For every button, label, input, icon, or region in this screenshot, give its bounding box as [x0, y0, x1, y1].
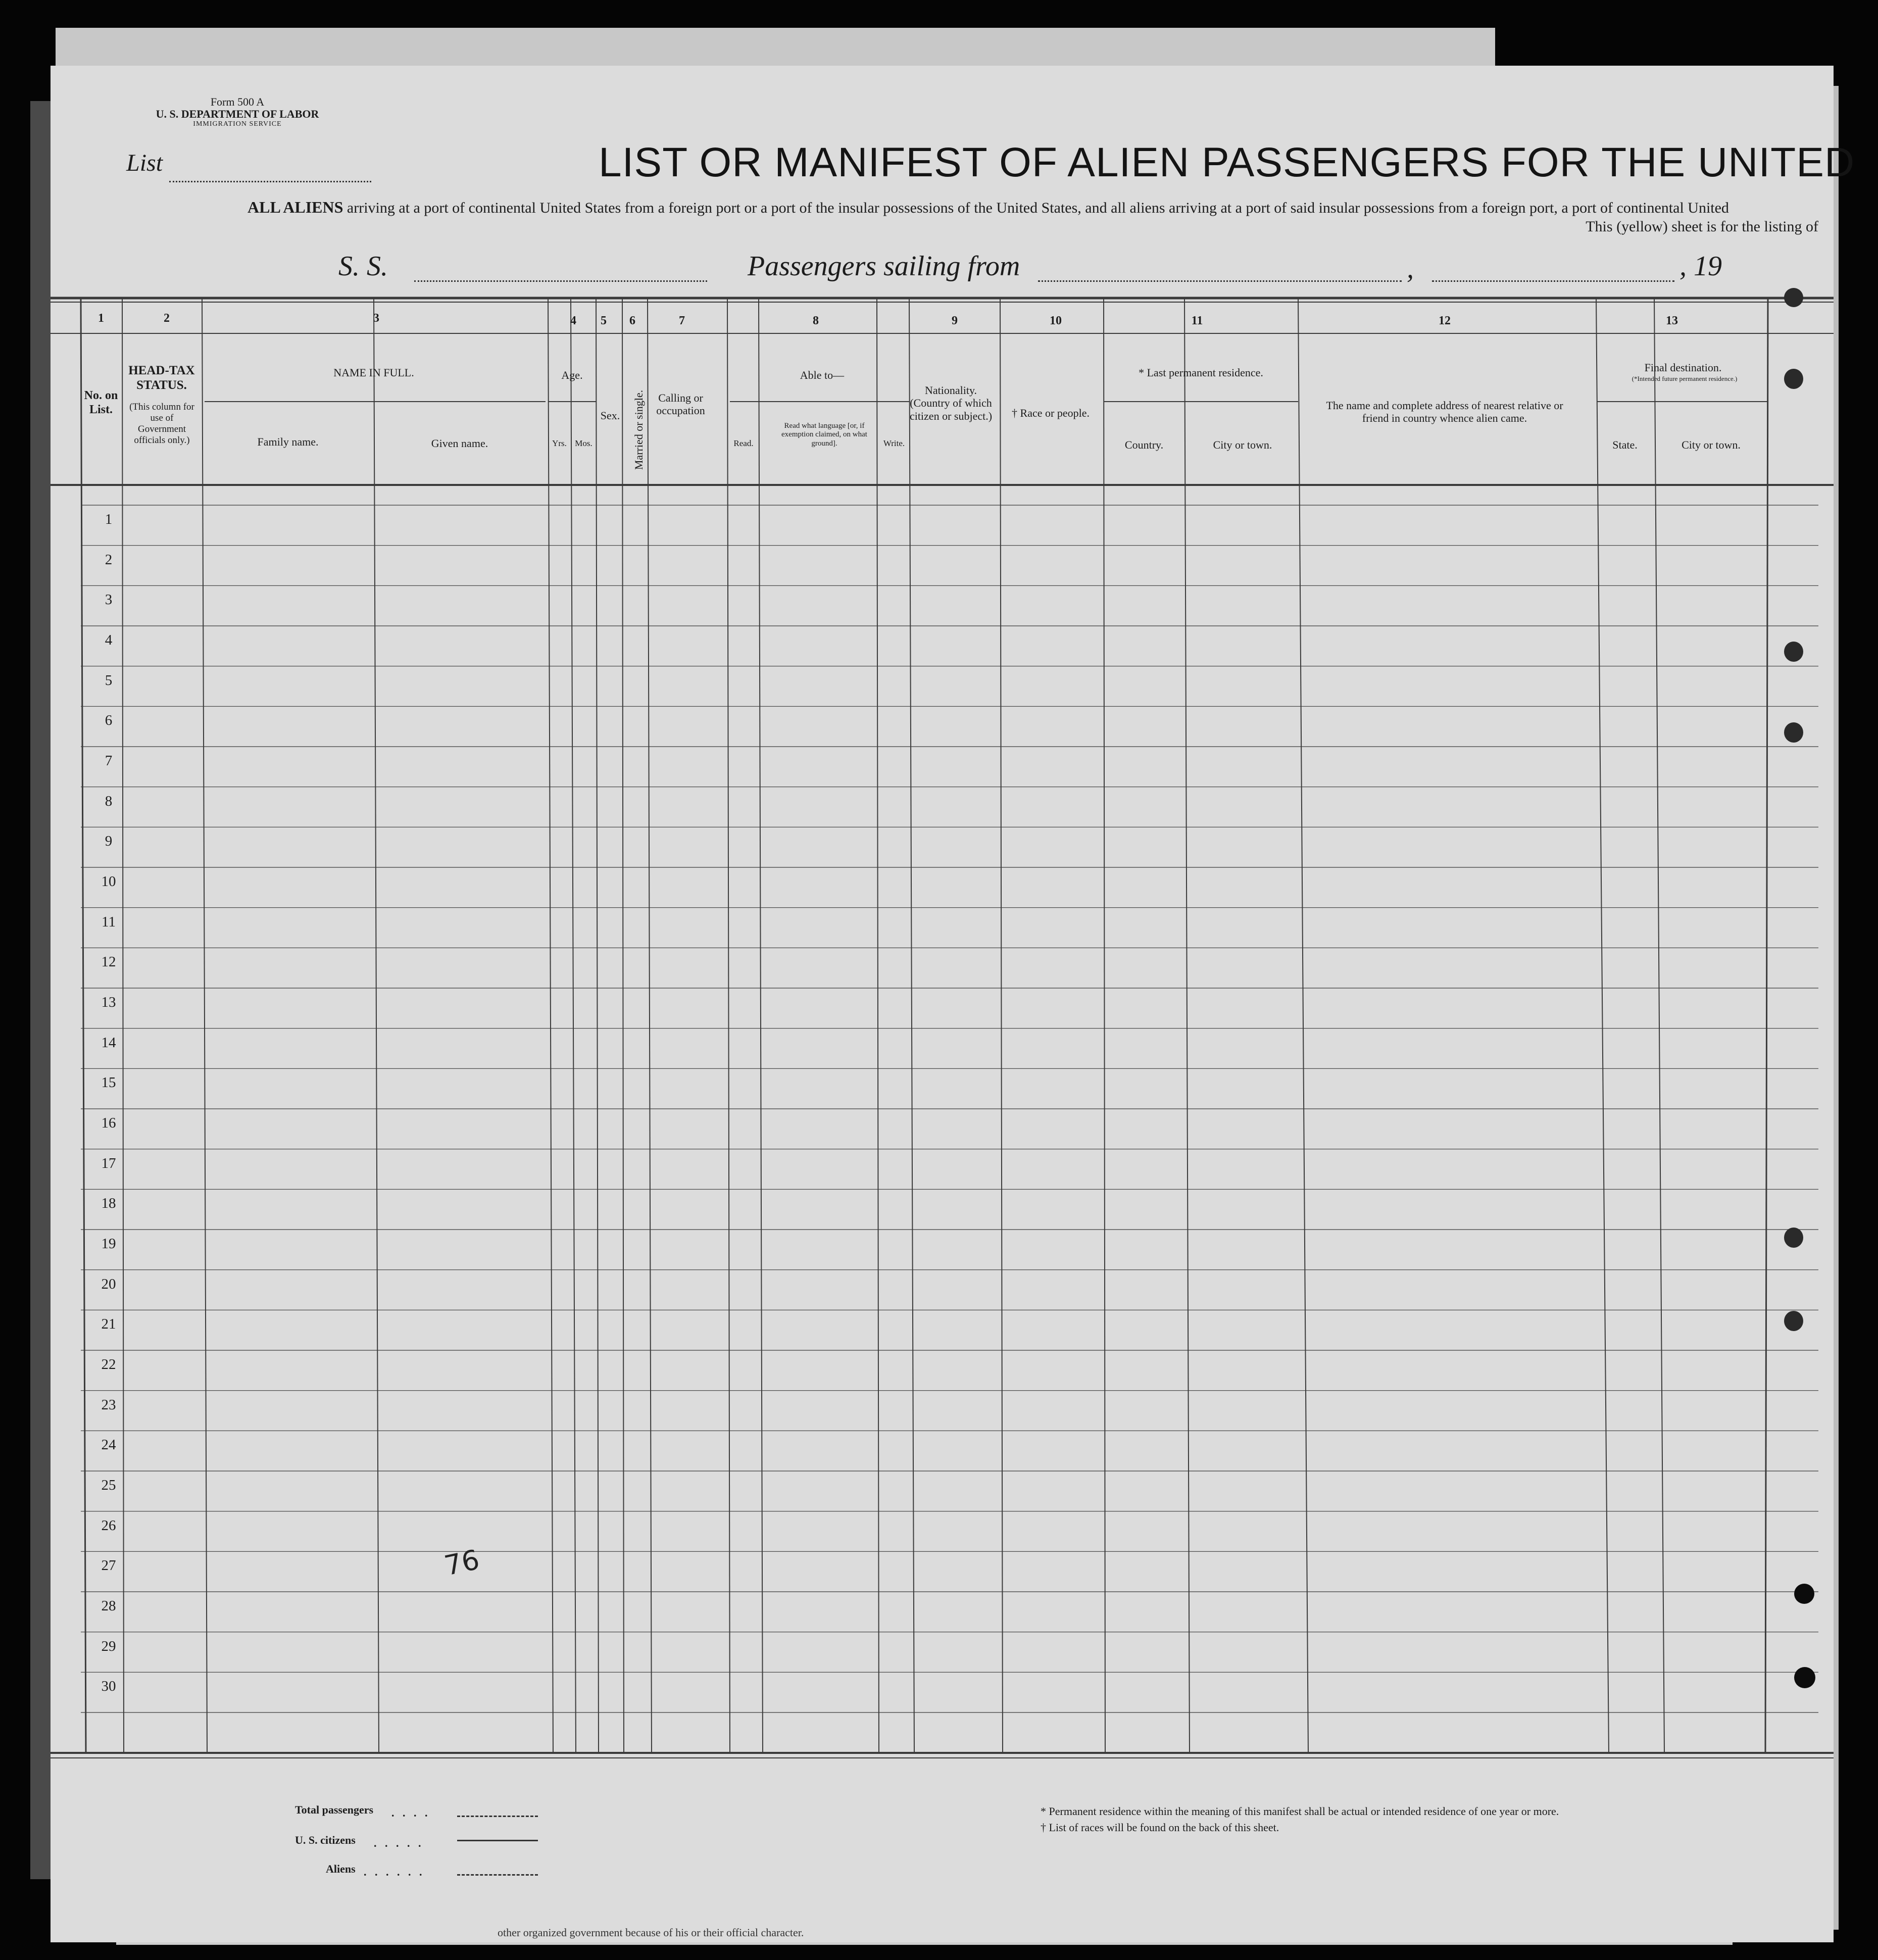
col-number-8: 8: [813, 314, 819, 327]
row-number: 30: [101, 1678, 116, 1695]
grid-column-rule: [727, 298, 730, 1753]
header-name-in-full: NAME IN FULL.: [333, 366, 414, 379]
punch-hole-8: [1794, 1667, 1815, 1688]
row-number: 20: [101, 1276, 116, 1292]
header-last-residence: * Last permanent residence.: [1139, 366, 1263, 379]
instructions-line-2: This (yellow) sheet is for the listing of: [1586, 218, 1818, 235]
header-family-name: Family name.: [257, 435, 319, 448]
service-name: IMMIGRATION SERVICE: [193, 120, 282, 128]
header-age: Age.: [561, 369, 583, 381]
grid-column-rule: [648, 298, 652, 1753]
col-number-6: 6: [629, 314, 635, 327]
col-number-9: 9: [952, 314, 958, 327]
page-title: LIST OR MANIFEST OF ALIEN PASSENGERS FOR THE UNITED: [599, 139, 1855, 185]
row-number: 16: [101, 1115, 116, 1131]
row-number: 8: [105, 793, 113, 809]
col-number-1: 1: [98, 312, 104, 325]
col-number-5: 5: [601, 314, 607, 327]
grid-column-rule: [81, 298, 86, 1753]
grid-column-rule: [909, 298, 914, 1753]
footnote-permanent-residence: * Permanent residence within the meaning of this manifest shall be actual or intended residence of one year or more.: [1041, 1805, 1559, 1818]
header-final-destination: Final destination.: [1644, 361, 1722, 374]
row-number: 27: [101, 1557, 116, 1574]
header-read: Read.: [733, 438, 754, 448]
punch-hole-5: [1784, 1228, 1803, 1248]
manifest-sheet: [51, 66, 1855, 1942]
row-number: 25: [101, 1477, 116, 1493]
aliens-line: [457, 1874, 538, 1876]
form-number: Form 500 A: [210, 95, 265, 108]
footer-aliens: Aliens: [326, 1863, 356, 1875]
header-city-or-town: City or town.: [1213, 438, 1272, 451]
row-number: 1: [105, 511, 113, 527]
row-number: 3: [105, 592, 113, 608]
header-final-destination-note: (*Intended future permanent residence.): [1632, 375, 1738, 382]
footer-total-dots: . . . .: [391, 1806, 428, 1819]
punch-hole-7: [1794, 1584, 1814, 1604]
col-number-13: 13: [1666, 314, 1678, 327]
col-number-10: 10: [1050, 314, 1062, 327]
header-read-language: Read what language [or, if exemption claimed, on what ground].: [781, 422, 867, 448]
footer-us-citizens: U. S. citizens: [295, 1834, 356, 1846]
row-number: 22: [101, 1356, 116, 1373]
row-number: 13: [101, 994, 116, 1010]
footnote-races: † List of races will be found on the back of this sheet.: [1041, 1821, 1279, 1834]
punch-hole-4: [1784, 722, 1803, 743]
handwritten-mark: 76: [441, 1543, 482, 1582]
col-number-7: 7: [679, 314, 685, 327]
footer-citizens-dots: . . . . .: [374, 1837, 421, 1849]
grid-column-rule: [1765, 298, 1768, 1753]
row-number: 26: [101, 1517, 116, 1534]
grid-column-rule: [202, 298, 207, 1753]
row-number: 18: [101, 1195, 116, 1212]
grid-column-rule: [622, 298, 624, 1753]
instructions-text-1: arriving at a port of continental United States from a foreign port or a port of the insular possessions of the United States, and all aliens arriving at a port of said insular possessions from a foreign port, a port of continental United: [347, 200, 1729, 216]
header-calling: Calling or occupation: [656, 391, 705, 417]
ss-label: S. S.: [338, 251, 388, 282]
header-married-or-single: Married or single.: [632, 389, 645, 470]
agency-name: U. S. DEPARTMENT OF LABOR: [156, 108, 319, 121]
header-state: State.: [1612, 438, 1638, 451]
cut-off-text: other organized government because of his or their official character.: [498, 1926, 804, 1939]
row-number: 19: [101, 1236, 116, 1252]
row-number: 11: [102, 913, 116, 930]
header-sex: Sex.: [600, 409, 620, 422]
list-label: List: [126, 150, 163, 176]
row-number: 24: [101, 1437, 116, 1453]
grid-column-rule: [1104, 298, 1105, 1753]
row-number: 28: [101, 1598, 116, 1614]
grid-column-rule: [1654, 298, 1664, 1753]
punch-hole-2: [1784, 369, 1803, 389]
grid-column-rule: [1000, 298, 1003, 1753]
header-head-tax: HEAD-TAX STATUS.: [128, 364, 195, 392]
row-number: 7: [105, 753, 113, 769]
header-dest-city: City or town.: [1682, 438, 1741, 451]
header-country: Country.: [1124, 438, 1164, 451]
grid-column-rule: [596, 298, 599, 1753]
punch-hole-6: [1784, 1311, 1803, 1331]
grid-column-rule: [759, 298, 763, 1753]
header-no-on-list: No. on List.: [84, 389, 118, 416]
row-number: 9: [105, 833, 113, 850]
punch-hole-1: [1784, 288, 1803, 307]
footer-aliens-dots: . . . . . .: [364, 1866, 422, 1878]
header-relative: The name and complete address of nearest relative or friend in country whence alien came.: [1326, 399, 1563, 425]
header-given-name: Given name.: [431, 437, 488, 450]
header-head-tax-note: (This column for use of Government officials only.): [129, 402, 194, 446]
punch-hole-3: [1784, 642, 1803, 662]
row-number: 17: [101, 1155, 116, 1171]
col-number-12: 12: [1439, 314, 1451, 327]
header-write: Write.: [883, 438, 905, 448]
row-number: 29: [101, 1638, 116, 1654]
row-number: 14: [101, 1034, 116, 1051]
row-number: 5: [105, 672, 113, 689]
col-number-2: 2: [164, 312, 170, 325]
row-number: 21: [101, 1316, 116, 1333]
footer-total-passengers: Total passengers: [295, 1803, 374, 1816]
sailing-label: Passengers sailing from: [748, 251, 1020, 282]
header-age-mos: Mos.: [575, 438, 592, 448]
row-number: 15: [101, 1074, 116, 1091]
col-number-4: 4: [570, 314, 576, 327]
row-number: 10: [101, 873, 116, 890]
row-number: 6: [105, 712, 113, 729]
grid-column-rule: [548, 298, 553, 1753]
row-number: 4: [105, 632, 113, 648]
instructions-lead: ALL ALIENS: [248, 198, 343, 216]
grid-column-rule: [1184, 298, 1190, 1753]
row-number: 12: [101, 954, 116, 970]
header-nationality: Nationality. (Country of which citizen or subject.): [909, 384, 993, 422]
grid-column-rule: [374, 298, 379, 1753]
date-comma: ,: [1407, 253, 1414, 284]
grid-column-rule: [1596, 298, 1609, 1753]
total-passengers-line: [457, 1816, 538, 1817]
manifest-grid: [51, 66, 1834, 1942]
row-number: 23: [101, 1396, 116, 1413]
row-number: 2: [105, 551, 113, 568]
grid-column-rule: [571, 298, 576, 1753]
year-label: , 19: [1679, 251, 1722, 282]
header-race: † Race or people.: [1012, 407, 1090, 419]
grid-column-rule: [877, 298, 879, 1753]
header-age-yrs: Yrs.: [552, 438, 567, 448]
header-able-to: Able to—: [800, 369, 845, 381]
us-citizens-line: [457, 1840, 538, 1841]
grid-column-rule: [1298, 298, 1308, 1753]
col-number-3: 3: [373, 312, 379, 325]
col-number-11: 11: [1191, 314, 1203, 327]
